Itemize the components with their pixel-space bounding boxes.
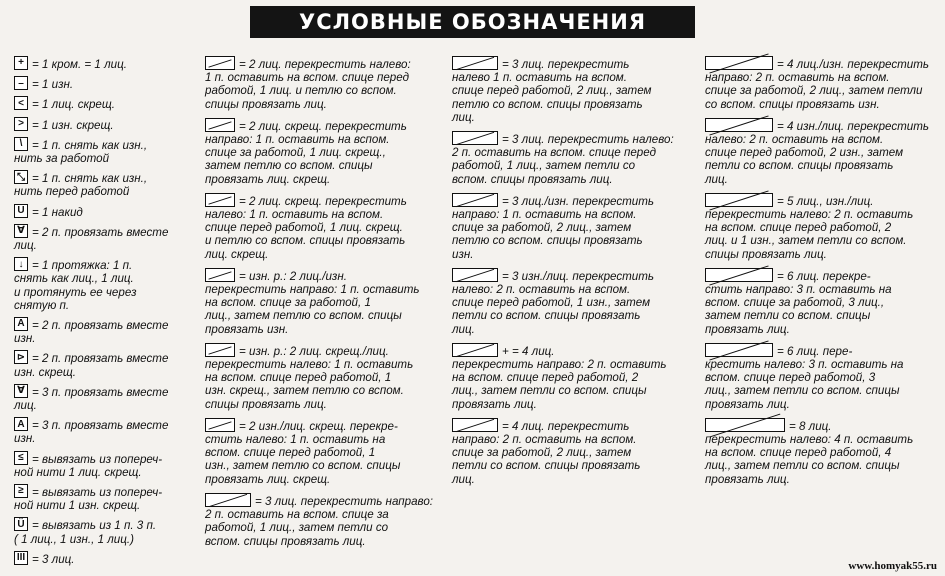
crossed-knit-icon: < xyxy=(14,96,28,110)
cable-2-knit-purl-icon xyxy=(205,268,235,282)
legend-item: = 4 лиц. перекрестить направо: 2 п. оставить на вспом. спице за работой, 2 лиц., затем петли со вспом. спицы провязать лиц. xyxy=(452,419,641,486)
legend-item: = 3 лиц. перекрестить направо: 2 п. оставить на вспом. спице за работой, 1 лиц., затем петли со вспом. спицы провязать лиц. xyxy=(205,494,433,548)
cable-3-right-icon xyxy=(205,493,251,507)
cable-2-purl-knit-icon xyxy=(205,418,235,432)
legend-item: = 2 лиц. скрещ. перекрестить направо: 1 п. оставить на вспом. спице за работой, 1 лиц. скрещ., затем петлю со вспом. спицы провязать лиц. скрещ. xyxy=(205,119,407,186)
legend-item: = 3 изн./лиц. перекрестить налево: 2 п. оставить на вспом. спице перед работой, 1 изн., затем петли со вспом. спицы провязать лиц. xyxy=(452,269,654,336)
cable-6-left-icon xyxy=(705,343,773,357)
make-knit-icon: ≤ xyxy=(14,451,28,465)
k3tog-icon: ∀ xyxy=(14,384,28,398)
legend-item: ≤ = вывязать из попереч- ной нити 1 лиц. скрещ. xyxy=(14,452,163,479)
legend-item: ↓ = 1 протяжка: 1 п. снять как лиц., 1 лиц. и протянуть ее через снятую п. xyxy=(14,258,137,312)
legend-item: = 6 лиц. перекре- стить направо: 3 п. оставить на вспом. спице за работой, 3 лиц., затем петли со вспом. спицы провязать лиц. xyxy=(705,269,892,336)
crossed-purl-icon: > xyxy=(14,117,28,131)
legend-item: + = 1 кром. = 1 лиц. xyxy=(14,56,194,71)
cable-4-purl-knit-icon xyxy=(705,118,773,132)
cable-4-right-icon xyxy=(452,418,498,432)
cable-3-knit-purl-icon xyxy=(452,193,498,207)
cable-6-right-icon xyxy=(705,268,773,282)
legend-item: + = 4 лиц. перекрестить направо: 2 п. оставить на вспом. спице перед работой, 2 лиц., затем петли со вспом. спицы провязать лиц. xyxy=(452,344,667,411)
legend-item: = изн. р.: 2 лиц./изн. перекрестить направо: 1 п. оставить на вспом. спице за работой, 1 лиц., затем петлю со вспом. спицы провязать изн. xyxy=(205,269,420,336)
cable-2-crossed-left-icon xyxy=(205,193,235,207)
legend-item: ⤡ = 1 п. снять как изн., нить перед работой xyxy=(14,171,148,199)
legend-item: = 2 лиц. скрещ. перекрестить налево: 1 п. оставить на вспом. спице перед работой, 1 лиц. скрещ. и петлю со вспом. спицы провязать лиц. скрещ. xyxy=(205,194,407,261)
cable-2-left-icon xyxy=(205,56,235,70)
legend-item: ∀ = 3 п. провязать вместе лиц. xyxy=(14,385,169,413)
k2tog-icon: ∀ xyxy=(14,224,28,238)
edge-stitch-icon: + xyxy=(14,56,28,70)
legend-item: = 4 изн./лиц. перекрестить налево: 2 п. оставить на вспом. спице перед работой, 2 изн., затем петли со вспом. спицы провязать лиц. xyxy=(705,119,929,186)
make-purl-icon: ≥ xyxy=(14,484,28,498)
p2tog-crossed-icon: ⊳ xyxy=(14,350,28,364)
legend-item: = 2 лиц. перекрестить налево: 1 п. оставить на вспом. спице перед работой, 1 лиц. и петлю со вспом. спицы провязать лиц. xyxy=(205,58,411,111)
legend-item: = 3 лиц. перекрестить налево 1 п. оставить на вспом. спице перед работой, 2 лиц., затем петлю со вспом. спицы провязать лиц. xyxy=(452,58,652,124)
legend-column-4 xyxy=(705,56,940,493)
legend-item: = изн. р.: 2 лиц. скрещ./лиц. перекрестить налево: 1 п. оставить на вспом. спице перед работой, 1 изн. скрещ., затем петлю со вспом. спицы провязать лиц. xyxy=(205,344,414,411)
cable-4-knit-purl-icon xyxy=(705,56,773,70)
legend-item: < = 1 лиц. скрещ. xyxy=(14,96,194,111)
cable-8-left-icon xyxy=(705,418,785,432)
p2tog-icon: A xyxy=(14,317,28,331)
increase-3-icon: Ü xyxy=(14,517,28,531)
legend-item: ∀ = 2 п. провязать вместе лиц. xyxy=(14,225,169,253)
legend-item: A = 2 п. провязать вместе изн. xyxy=(14,318,169,346)
legend-item: Ü = вывязать из 1 п. 3 п. ( 1 лиц., 1 изн., 1 лиц.) xyxy=(14,518,157,546)
legend-item: = 8 лиц. перекрестить налево: 4 п. оставить на вспом. спице перед работой, 4 лиц., затем петли со вспом. спицы провязать лиц. xyxy=(705,419,914,486)
legend-item: III = 3 лиц. xyxy=(14,551,194,566)
legend-column-1 xyxy=(14,56,194,571)
legend-item: ⊳ = 2 п. провязать вместе изн. скрещ. xyxy=(14,351,169,379)
cable-3-left-icon xyxy=(452,56,498,70)
pull-through-icon: ↓ xyxy=(14,257,28,271)
legend-item: = 2 изн./лиц. скрещ. перекре- стить налево: 1 п. оставить на вспом. спице перед работой, 1 изн., затем петлю со вспом. спицы провязать лиц. скрещ. xyxy=(205,419,401,486)
purl-icon: – xyxy=(14,76,28,90)
legend-item: A = 3 п. провязать вместе изн. xyxy=(14,418,169,446)
legend-item: = 6 лиц. пере- крестить налево: 3 п. оставить на вспом. спице перед работой, 3 лиц., затем петли со вспом. спицы провязать лиц. xyxy=(705,344,904,411)
slip-back-icon: \ xyxy=(14,137,28,151)
page-title: УСЛОВНЫЕ ОБОЗНАЧЕНИЯ xyxy=(250,6,695,38)
legend-item: = 3 лиц. перекрестить налево: 2 п. оставить на вспом. спице перед работой, 1 лиц., затем петли со вспом. спицы провязать лиц. xyxy=(452,133,674,186)
cable-2-crossed-right-icon xyxy=(205,118,235,132)
legend-column-3 xyxy=(452,56,710,493)
legend-item: = 5 лиц., изн./лиц. перекрестить налево: 2 п. оставить на вспом. спице перед работой, 2 лиц. и 1 изн., затем петли со вспом. спицы провязать лиц. xyxy=(705,194,914,261)
cable-4-pair-icon xyxy=(452,343,498,357)
legend-item: = 4 лиц./изн. перекрестить направо: 2 п. оставить на вспом. спице за работой, 2 лиц., затем петли со вспом. спицы провязать изн. xyxy=(705,58,929,111)
legend-item: – = 1 изн. xyxy=(14,76,194,91)
p3tog-icon: A xyxy=(14,417,28,431)
legend-item: = 3 лиц./изн. перекрестить направо: 1 п. оставить на вспом. спице за работой, 2 лиц., затем петлю со вспом. спицы провязать изн. xyxy=(452,194,654,261)
legend-item: \ = 1 п. снять как изн., нить за работой xyxy=(14,138,148,166)
cable-5-icon xyxy=(705,193,773,207)
cable-2-crossed-knit-icon xyxy=(205,343,235,357)
legend-column-2 xyxy=(205,56,445,555)
legend-item: ≥ = вывязать из попереч- ной нити 1 изн. скрещ. xyxy=(14,485,163,513)
site-watermark: www.homyak55.ru xyxy=(848,560,937,572)
legend-item: U = 1 накид xyxy=(14,204,194,219)
legend-item: > = 1 изн. скрещ. xyxy=(14,117,194,132)
yarn-over-icon: U xyxy=(14,204,28,218)
slip-front-icon: ⤡ xyxy=(14,170,28,184)
cable-3-left-2-icon xyxy=(452,131,498,145)
three-knit-icon: III xyxy=(14,551,28,565)
cable-3-purl-knit-icon xyxy=(452,268,498,282)
